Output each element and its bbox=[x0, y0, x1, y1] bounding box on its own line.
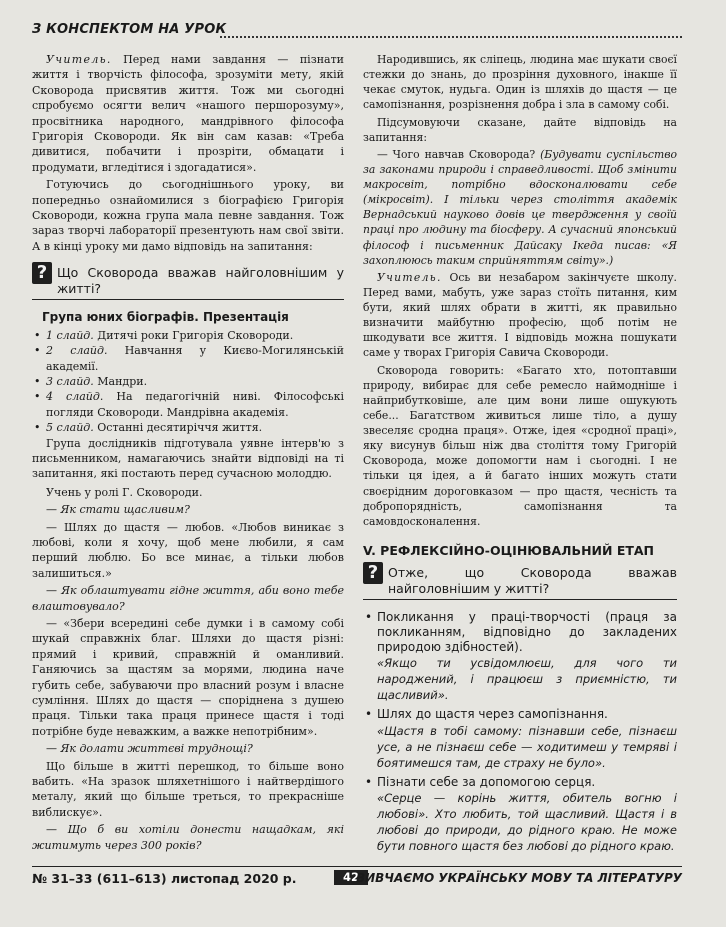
issue-info: № 31–33 (611–613) листопад 2020 р. bbox=[32, 871, 297, 886]
question-box bbox=[32, 262, 344, 300]
question-mark-icon: ? bbox=[32, 262, 52, 284]
interview-answer: — «Збери всередині себе думки і в самому собі шукай справжніх благ. Шляхи до щастя різні: прямий і кривий, справжній й оманливий. Ганяючись за щастям за морями, людина наче губить себе, забуваючи про власний розум і власне сумління. Шлях до щастя — споріднена з душею праця. Тільки така праця принесе щастя і тоді потрібне буде неважким, а важке непотрібним». bbox=[32, 617, 344, 738]
answers-list bbox=[363, 610, 677, 655]
paragraph: Готуючись до сьогоднішнього уроку, ви попередньо ознайомилися з біографією Григорія Сковороди, кожна група мала певне завдання. Тож зараз творчі лабораторії презентують нам свої звіти. А в кінці уроку ми дамо відповідь на запитання: bbox=[32, 178, 344, 253]
quote: «Якщо ти усвідомлюєш, для чого ти народжений, і працюєш з приємністю, ти щасливий». bbox=[377, 656, 677, 703]
list-item: • 5 слайд. Останні десятиріччя життя. bbox=[32, 420, 344, 435]
right-column bbox=[363, 52, 677, 858]
running-header bbox=[32, 22, 682, 42]
interview-question: — Як долати життєві труднощі? bbox=[46, 742, 253, 756]
interview-answer: — Шлях до щастя — любов. «Любов виникає з любові, коли я хочу, щоб мене любили, я сам перший люблю. Бо все минає, а тільки любов залишиться.» bbox=[32, 520, 344, 580]
list-item: • Покликання у праці-творчості (праця за покликанням, відповідно до закладених природою здібностей). bbox=[363, 610, 677, 655]
role-line: Учень у ролі Г. Сковороди. bbox=[46, 485, 203, 499]
magazine-title: ВИВЧАЄМО УКРАЇНСЬКУ МОВУ ТА ЛІТЕРАТУРУ bbox=[355, 871, 682, 885]
intro-paragraph: Учитель. Перед нами завдання — пізнати життя і творчість філософа, зрозуміти мету, якій Сковорода присвятив життя. Тож ми сьогодні спробуємо осягти велич «нашого першорозуму», просвітника народного, мандрівного філософа Григорія Сковороди. Як він сам казав: «Треба дивитися, побачити і прозріти, обмацати і продумати, вгледітися і здогадатися». bbox=[32, 53, 344, 174]
speaker-label: Учитель. bbox=[46, 53, 112, 66]
paragraph: Учитель. Ось ви незабаром закінчуєте школу. Перед вами, мабуть, уже зараз стоїть питання, ким бути, який шлях обрати в житті, як правильно визначити майбутню професію, щоб потім не шкодувати все життя. І відповідь можна пошукати саме у творах Григорія Савича Сковороди. bbox=[363, 270, 677, 360]
quote: «Щастя в тобі самому: пізнавши себе, пізнаєш усе, а не пізнаєш себе — ходитимеш у темряві і боятимешся там, де страху не було». bbox=[377, 723, 677, 770]
question-text: Отже, що Сковорода вважав найголовнішим у житті? bbox=[388, 565, 677, 596]
paragraph: Підсумовуючи сказане, дайте відповідь на запитання: bbox=[363, 115, 677, 144]
page-footer bbox=[32, 866, 682, 886]
interview-question: — Як стати щасливим? bbox=[46, 503, 190, 517]
question-box bbox=[363, 562, 677, 600]
list-item: • 3 слайд. Мандри. bbox=[32, 374, 344, 389]
question-paragraph: — Чого навчав Сковорода? (Будувати суспільство за законами природи і справедливості. Щоб змінити макросвіт, потрібно вдосконалювати себе (мікросвіт). І тільки через століття академік Вернадський науково довів це твердження у своїй праці про людину та біосферу. А сучасний японський філософ і письменник Дайсаку Ікеда писав: «Я захоплююсь таким сприйняттям світу».) bbox=[363, 147, 677, 267]
list-item: • Пізнати себе за допомогою серця. bbox=[363, 775, 677, 790]
list-item: • 2 слайд. Навчання у Києво-Могилянській академії. bbox=[32, 343, 344, 374]
quote: «Серце — корінь життя, обитель вогню і любові». Хто любить, той щасливий. Щастя і в любові до природи, до рідного краю. Не може бути повного щастя без любові до рідного краю. bbox=[377, 790, 677, 853]
page-number: 42 bbox=[334, 870, 368, 885]
section-heading: V. РЕФЛЕКСІЙНО-ОЦІНЮВАЛЬНИЙ ЕТАП bbox=[363, 542, 655, 558]
interview-question: — Як облаштувати гідне життя, аби воно тебе влаштовувало? bbox=[32, 584, 344, 613]
interview-question: — Що б ви хотіли донести нащадкам, які житимуть через 300 років? bbox=[32, 823, 344, 852]
list-item: • 4 слайд. На педагогічній ниві. Філософські погляди Сковороди. Мандрівна академія. bbox=[32, 389, 344, 420]
paragraph: Народившись, як сліпець, людина має шукати своєї стежки до знань, до прозріння духовного, інакше її чекає смуток, нудьга. Один із шляхів до щастя — це самопізнання, розрізнення добра і зла в самому собі. bbox=[363, 53, 677, 112]
interview-answer: Що більше в житті перешкод, то більше воно вабить. «На зразок шляхетнішого і найтвердішого металу, який що більше треться, то прекрасніше виблискує». bbox=[32, 759, 344, 819]
slides-list bbox=[32, 328, 344, 436]
question-text: Що Сковорода вважав найголовнішим у житті? bbox=[57, 265, 344, 297]
speaker-label: Учитель. bbox=[377, 270, 442, 284]
group-title: Група юних біографів. Презентація bbox=[42, 310, 289, 325]
header-title: З КОНСПЕКТОМ НА УРОК bbox=[32, 22, 227, 37]
paragraph: Група дослідників підготувала уявне інтерв'ю з письменником, намагаючись знайти відповіді на ті запитання, які постають перед сучасною молоддю. bbox=[32, 436, 344, 481]
list-item: • Шлях до щастя через самопізнання. bbox=[363, 707, 677, 722]
question-mark-icon: ? bbox=[363, 562, 383, 584]
list-item: • 1 слайд. Дитячі роки Григорія Сковороди. bbox=[32, 328, 344, 343]
header-dotted-rule bbox=[220, 36, 682, 38]
left-column bbox=[32, 52, 344, 855]
paragraph: Сковорода говорить: «Багато хто, потоптавши природу, вибирає для себе ремесло наймодніше і найприбутковіше, але цим вони лише ошукують себе... Багатством живиться лише тіло, а душу звеселяє сродна праця». Отже, ідея «сродної праці», яку висунув більш ніж два століття тому Григорій Сковорода, може допомогти нам і сьогодні. І не тільки ця ідея, а й багато інших можуть стати своєрідним дороговказом — про щастя, чесність та добропорядність, самопізнання та самовдосконалення. bbox=[363, 363, 677, 528]
